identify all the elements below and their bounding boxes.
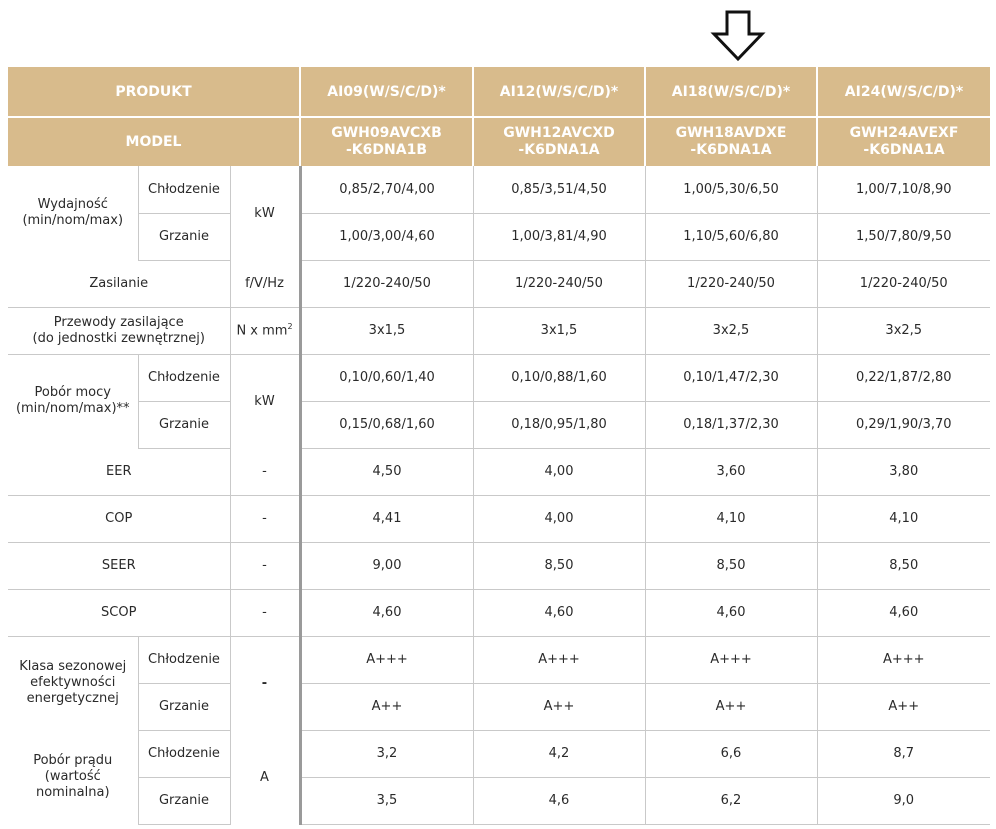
table-row — [8, 354, 990, 401]
value-cell: 1/220-240/50 — [817, 260, 990, 307]
product-name: AI09(W/S/C/D)* — [300, 67, 473, 117]
value-cell: A++ — [300, 683, 473, 730]
value-cell: A++ — [645, 683, 817, 730]
sub-label: Grzanie — [138, 683, 230, 730]
row-label: Przewody zasilające (do jednostki zewnętrznej) — [8, 307, 230, 354]
value-cell: 8,50 — [817, 542, 990, 589]
produkt-label: PRODUKT — [8, 67, 300, 117]
unit-cell: - — [230, 636, 300, 730]
down-arrow-icon — [710, 10, 766, 62]
sub-label: Grzanie — [138, 213, 230, 260]
value-cell: 1,00/5,30/6,50 — [645, 166, 817, 213]
row-label: COP — [8, 495, 230, 542]
value-cell: 6,6 — [645, 730, 817, 777]
table-row — [8, 636, 990, 683]
value-cell: 3,60 — [645, 448, 817, 495]
product-name: AI24(W/S/C/D)* — [817, 67, 990, 117]
value-cell: 4,6 — [473, 777, 645, 824]
value-cell: 8,50 — [645, 542, 817, 589]
value-cell: 3x1,5 — [300, 307, 473, 354]
unit-cell: - — [230, 495, 300, 542]
value-cell: 0,10/0,88/1,60 — [473, 354, 645, 401]
value-cell: 0,22/1,87/2,80 — [817, 354, 990, 401]
value-cell: A+++ — [473, 636, 645, 683]
model-name: GWH09AVCXB -K6DNA1B — [300, 117, 473, 166]
table-row — [8, 448, 990, 495]
value-cell: 4,50 — [300, 448, 473, 495]
value-cell: 4,60 — [645, 589, 817, 636]
value-cell: 4,10 — [817, 495, 990, 542]
unit-cell: f/V/Hz — [230, 260, 300, 307]
value-cell: 4,41 — [300, 495, 473, 542]
row-label: SEER — [8, 542, 230, 589]
unit-cell: - — [230, 542, 300, 589]
value-cell: 3,5 — [300, 777, 473, 824]
value-cell: A++ — [473, 683, 645, 730]
value-cell: 1,00/3,81/4,90 — [473, 213, 645, 260]
value-cell: 0,85/2,70/4,00 — [300, 166, 473, 213]
value-cell: 1/220-240/50 — [300, 260, 473, 307]
value-cell: 1,00/7,10/8,90 — [817, 166, 990, 213]
model-name: GWH12AVCXD -K6DNA1A — [473, 117, 645, 166]
row-label: SCOP — [8, 589, 230, 636]
row-label: EER — [8, 448, 230, 495]
sub-label: Chłodzenie — [138, 354, 230, 401]
product-name: AI12(W/S/C/D)* — [473, 67, 645, 117]
model-name: GWH24AVEXF -K6DNA1A — [817, 117, 990, 166]
value-cell: 9,0 — [817, 777, 990, 824]
value-cell: 3,80 — [817, 448, 990, 495]
value-cell: A+++ — [817, 636, 990, 683]
value-cell: 4,60 — [300, 589, 473, 636]
value-cell: 0,18/1,37/2,30 — [645, 401, 817, 448]
value-cell: 3x2,5 — [645, 307, 817, 354]
model-name: GWH18AVDXE -K6DNA1A — [645, 117, 817, 166]
value-cell: 1/220-240/50 — [473, 260, 645, 307]
value-cell: 1,00/3,00/4,60 — [300, 213, 473, 260]
value-cell: 0,15/0,68/1,60 — [300, 401, 473, 448]
value-cell: A+++ — [645, 636, 817, 683]
table-row — [8, 683, 990, 730]
row-label: Pobór mocy (min/nom/max)** — [8, 354, 138, 448]
value-cell: 1/220-240/50 — [645, 260, 817, 307]
sub-label: Grzanie — [138, 777, 230, 824]
row-label: Wydajność (min/nom/max) — [8, 166, 138, 260]
value-cell: 9,00 — [300, 542, 473, 589]
table-row — [8, 542, 990, 589]
value-cell: 4,60 — [473, 589, 645, 636]
sub-label: Chłodzenie — [138, 730, 230, 777]
product-name: AI18(W/S/C/D)* — [645, 67, 817, 117]
value-cell: 4,10 — [645, 495, 817, 542]
model-header-row — [8, 117, 990, 166]
value-cell: 1,50/7,80/9,50 — [817, 213, 990, 260]
table-row — [8, 777, 990, 824]
value-cell: 0,29/1,90/3,70 — [817, 401, 990, 448]
table-row — [8, 213, 990, 260]
value-cell: 6,2 — [645, 777, 817, 824]
value-cell: 0,18/0,95/1,80 — [473, 401, 645, 448]
table-row — [8, 589, 990, 636]
unit-cell: kW — [230, 354, 300, 448]
value-cell: 0,10/1,47/2,30 — [645, 354, 817, 401]
spec-table — [8, 67, 990, 825]
value-cell: 3x2,5 — [817, 307, 990, 354]
value-cell: 4,2 — [473, 730, 645, 777]
table-row — [8, 166, 990, 213]
table-row — [8, 495, 990, 542]
value-cell: 8,50 — [473, 542, 645, 589]
value-cell: 0,10/0,60/1,40 — [300, 354, 473, 401]
sub-label: Chłodzenie — [138, 636, 230, 683]
value-cell: 8,7 — [817, 730, 990, 777]
value-cell: 0,85/3,51/4,50 — [473, 166, 645, 213]
value-cell: 3x1,5 — [473, 307, 645, 354]
sub-label: Chłodzenie — [138, 166, 230, 213]
model-label: MODEL — [8, 117, 300, 166]
value-cell: A+++ — [300, 636, 473, 683]
value-cell: 3,2 — [300, 730, 473, 777]
table-row — [8, 401, 990, 448]
unit-cell: - — [230, 448, 300, 495]
sub-label: Grzanie — [138, 401, 230, 448]
unit-cell: - — [230, 589, 300, 636]
value-cell: 4,00 — [473, 495, 645, 542]
row-label: Klasa sezonowej efektywności energetycznej — [8, 636, 138, 730]
value-cell: 4,00 — [473, 448, 645, 495]
unit-cell: A — [230, 730, 300, 824]
table-row — [8, 307, 990, 354]
value-cell: 4,60 — [817, 589, 990, 636]
value-cell: A++ — [817, 683, 990, 730]
product-header-row — [8, 67, 990, 117]
unit-cell: N x $mm^2$ — [230, 307, 300, 354]
table-row — [8, 260, 990, 307]
row-label: Zasilanie — [8, 260, 230, 307]
unit-cell: kW — [230, 166, 300, 260]
row-label: Pobór prądu (wartość nominalna) — [8, 730, 138, 824]
table-row — [8, 730, 990, 777]
value-cell: 1,10/5,60/6,80 — [645, 213, 817, 260]
